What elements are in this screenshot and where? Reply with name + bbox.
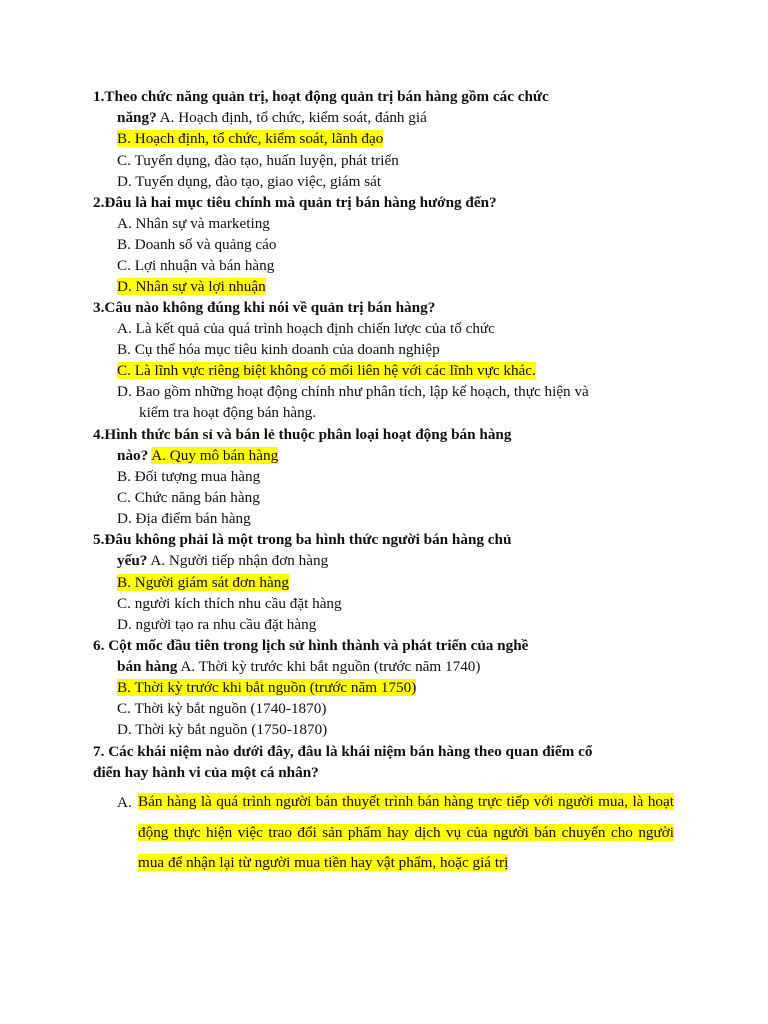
- question-3-option-b: B. Cụ thể hóa mục tiêu kinh doanh của doanh nghiệp: [117, 341, 440, 358]
- question-2-option-b: B. Doanh số và quảng cáo: [117, 236, 277, 253]
- question-6-option-a: A. Thời kỳ trước khi bắt nguồn (trước năm 1740): [180, 658, 481, 675]
- question-7-option-a-label: A.: [117, 794, 132, 811]
- highlighted-answer: B. Hoạch định, tổ chức, kiểm soát, lãnh đạo: [117, 130, 384, 147]
- highlighted-answer: B. Người giám sát đơn hàng: [117, 574, 289, 591]
- question-4-stem-cont: [117, 445, 278, 466]
- question-3-option-a: A. Là kết quả của quá trình hoạch định chiến lược của tổ chức: [117, 320, 495, 337]
- question-1-option-a: A. Hoạch định, tổ chức, kiểm soát, đánh giá: [159, 109, 427, 126]
- question-3-option-c: [117, 360, 536, 381]
- question-5-stem-cont: [117, 550, 328, 571]
- question-6-stem: 6. Cột mốc đầu tiên trong lịch sử hình thành và phát triển của nghề: [93, 637, 529, 654]
- question-3-option-d-cont: kiểm tra hoạt động bán hàng.: [139, 404, 317, 421]
- question-4-stem-end: nào?: [117, 447, 149, 464]
- question-4-stem: 4.Hình thức bán sỉ và bán lẻ thuộc phân loại hoạt động bán hàng: [93, 426, 512, 443]
- question-2-option-c: C. Lợi nhuận và bán hàng: [117, 257, 275, 274]
- question-6-stem-end: bán hàng: [117, 658, 178, 675]
- highlighted-answer: Bán hàng là quá trình người bán thuyết trình bán hàng trực tiếp với người mua, là hoạt động thực hiện việc trao đổi sản phẩm hay dịch vụ của người bán chuyển cho người mua để nhận lại từ người mua tiền hay vật phẩm, hoặc giá trị: [138, 793, 674, 871]
- question-5-option-c: C. người kích thích nhu cầu đặt hàng: [117, 595, 342, 612]
- question-3-stem: 3.Câu nào không đúng khi nói về quản trị bán hàng?: [93, 299, 436, 316]
- question-7-stem: 7. Các khái niệm nào dưới đây, đâu là khái niệm bán hàng theo quan điểm cổ: [93, 743, 593, 760]
- question-5-option-a: A. Người tiếp nhận đơn hàng: [150, 552, 329, 569]
- question-6-stem-cont: [117, 656, 480, 677]
- highlighted-answer: B. Thời kỳ trước khi bắt nguồn (trước năm 1750): [117, 679, 417, 696]
- question-1-stem: 1.Theo chức năng quản trị, hoạt động quản trị bán hàng gồm các chức: [93, 88, 549, 105]
- question-3-option-d: D. Bao gồm những hoạt động chính như phân tích, lập kế hoạch, thực hiện và: [117, 383, 589, 400]
- question-6-option-c: C. Thời kỳ bắt nguồn (1740-1870): [117, 700, 327, 717]
- question-1-option-c: C. Tuyển dụng, đào tạo, huấn luyện, phát triển: [117, 152, 399, 169]
- question-1-option-d: D. Tuyển dụng, đào tạo, giao việc, giám sát: [117, 173, 382, 190]
- question-1-stem-cont: [117, 107, 427, 128]
- question-7-option-a: [138, 787, 674, 879]
- question-5-option-d: D. người tạo ra nhu cầu đặt hàng: [117, 616, 317, 633]
- question-5-option-b: [117, 572, 289, 593]
- question-1-stem-end: năng?: [117, 109, 157, 126]
- question-4-option-d: D. Địa điểm bán hàng: [117, 510, 251, 527]
- question-6-option-d: D. Thời kỳ bắt nguồn (1750-1870): [117, 721, 328, 738]
- question-4-option-b: B. Đối tượng mua hàng: [117, 468, 261, 485]
- question-2-option-d: [117, 276, 266, 297]
- highlighted-answer: C. Là lĩnh vực riêng biệt không có mối liên hệ với các lĩnh vực khác.: [117, 362, 536, 379]
- question-6-option-b: [117, 677, 416, 698]
- highlighted-answer: A. Quy mô bán hàng: [151, 447, 279, 464]
- question-5-stem: 5.Đâu không phải là một trong ba hình thức người bán hàng chủ: [93, 531, 512, 548]
- question-7-stem-cont: điển hay hành vi của một cá nhân?: [93, 764, 319, 781]
- question-1-option-b: [117, 128, 383, 149]
- question-5-stem-end: yếu?: [117, 552, 148, 569]
- question-2-option-a: A. Nhân sự và marketing: [117, 215, 270, 232]
- question-4-option-c: C. Chức năng bán hàng: [117, 489, 260, 506]
- question-2-stem: 2.Đâu là hai mục tiêu chính mà quản trị bán hàng hướng đến?: [93, 194, 497, 211]
- highlighted-answer: D. Nhân sự và lợi nhuận: [117, 278, 266, 295]
